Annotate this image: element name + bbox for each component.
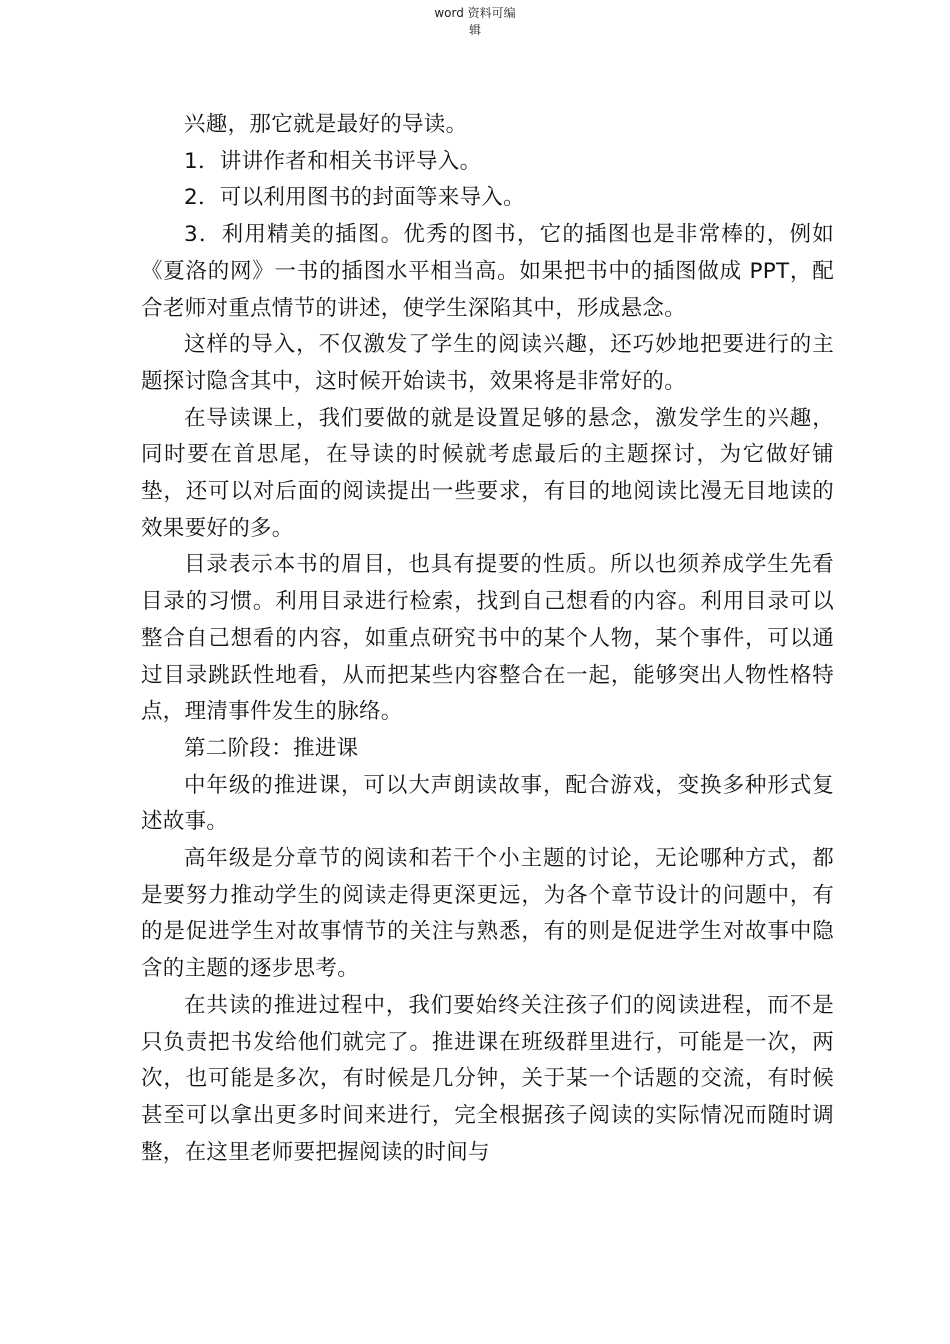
header-line-2: 辑 (468, 23, 481, 37)
paragraph: 高年级是分章节的阅读和若干个小主题的讨论，无论哪种方式，都是要努力推动学生的阅读走得更深更远，为各个章节设计的问题中，有的是促进学生对故事情节的关注与熟悉，有的则是促进学生对故事中隐含的主题的逐步思考。 (141, 846, 834, 982)
section-heading: 第二阶段：推进课 (184, 735, 359, 761)
list-item-2: 2．可以利用图书的封面等来导入。 (184, 185, 525, 211)
paragraph-intro-end: 兴趣，那它就是最好的导读。 (184, 112, 468, 137)
paragraph: 目录表示本书的眉目，也具有提要的性质。所以也须养成学生先看目录的习惯。利用目录进行检索，找到自己想看的内容。利用目录可以整合自己想看的内容，如重点研究书中的某个人物，某个事件，可以通过目录跳跃性地看，从而把某些内容整合在一起，能够突出人物性格特点，理清事件发生的脉络。 (141, 552, 834, 725)
paragraph: 在共读的推进过程中，我们要始终关注孩子们的阅读进程，而不是只负责把书发给他们就完了。推进课在班级群里进行，可能是一次，两次，也可能是多次，有时候是几分钟，关于某一个话题的交流，有时候甚至可以拿出更多时间来进行，完全根据孩子阅读的实际情况而随时调整，在这里老师要把握阅读的时间与 (141, 992, 834, 1165)
paragraph: 中年级的推进课，可以大声朗读故事，配合游戏，变换多种形式复述故事。 (141, 772, 834, 835)
header-line-1: word 资料可编 (434, 6, 516, 20)
paragraph: 在导读课上，我们要做的就是设置足够的悬念，激发学生的兴趣，同时要在首思尾，在导读的时候就考虑最后的主题探讨，为它做好铺垫，还可以对后面的阅读提出一些要求，有目的地阅读比漫无目地读的效果要好的多。 (141, 405, 834, 541)
list-item-1: 1．讲讲作者和相关书评导入。 (184, 148, 482, 174)
paragraph: 这样的导入，不仅激发了学生的阅读兴趣，还巧妙地把要进行的主题探讨隐含其中，这时候开始读书，效果将是非常好的。 (141, 332, 834, 394)
list-item-3: 3．利用精美的插图。优秀的图书，它的插图也是非常棒的，例如《夏洛的网》一书的插图水平相当高。如果把书中的插图做成 PPT，配合老师对重点情节的讲述，使学生深陷其中，形成悬念。 (141, 222, 834, 321)
document-body (141, 107, 834, 1171)
page-header (0, 5, 950, 39)
